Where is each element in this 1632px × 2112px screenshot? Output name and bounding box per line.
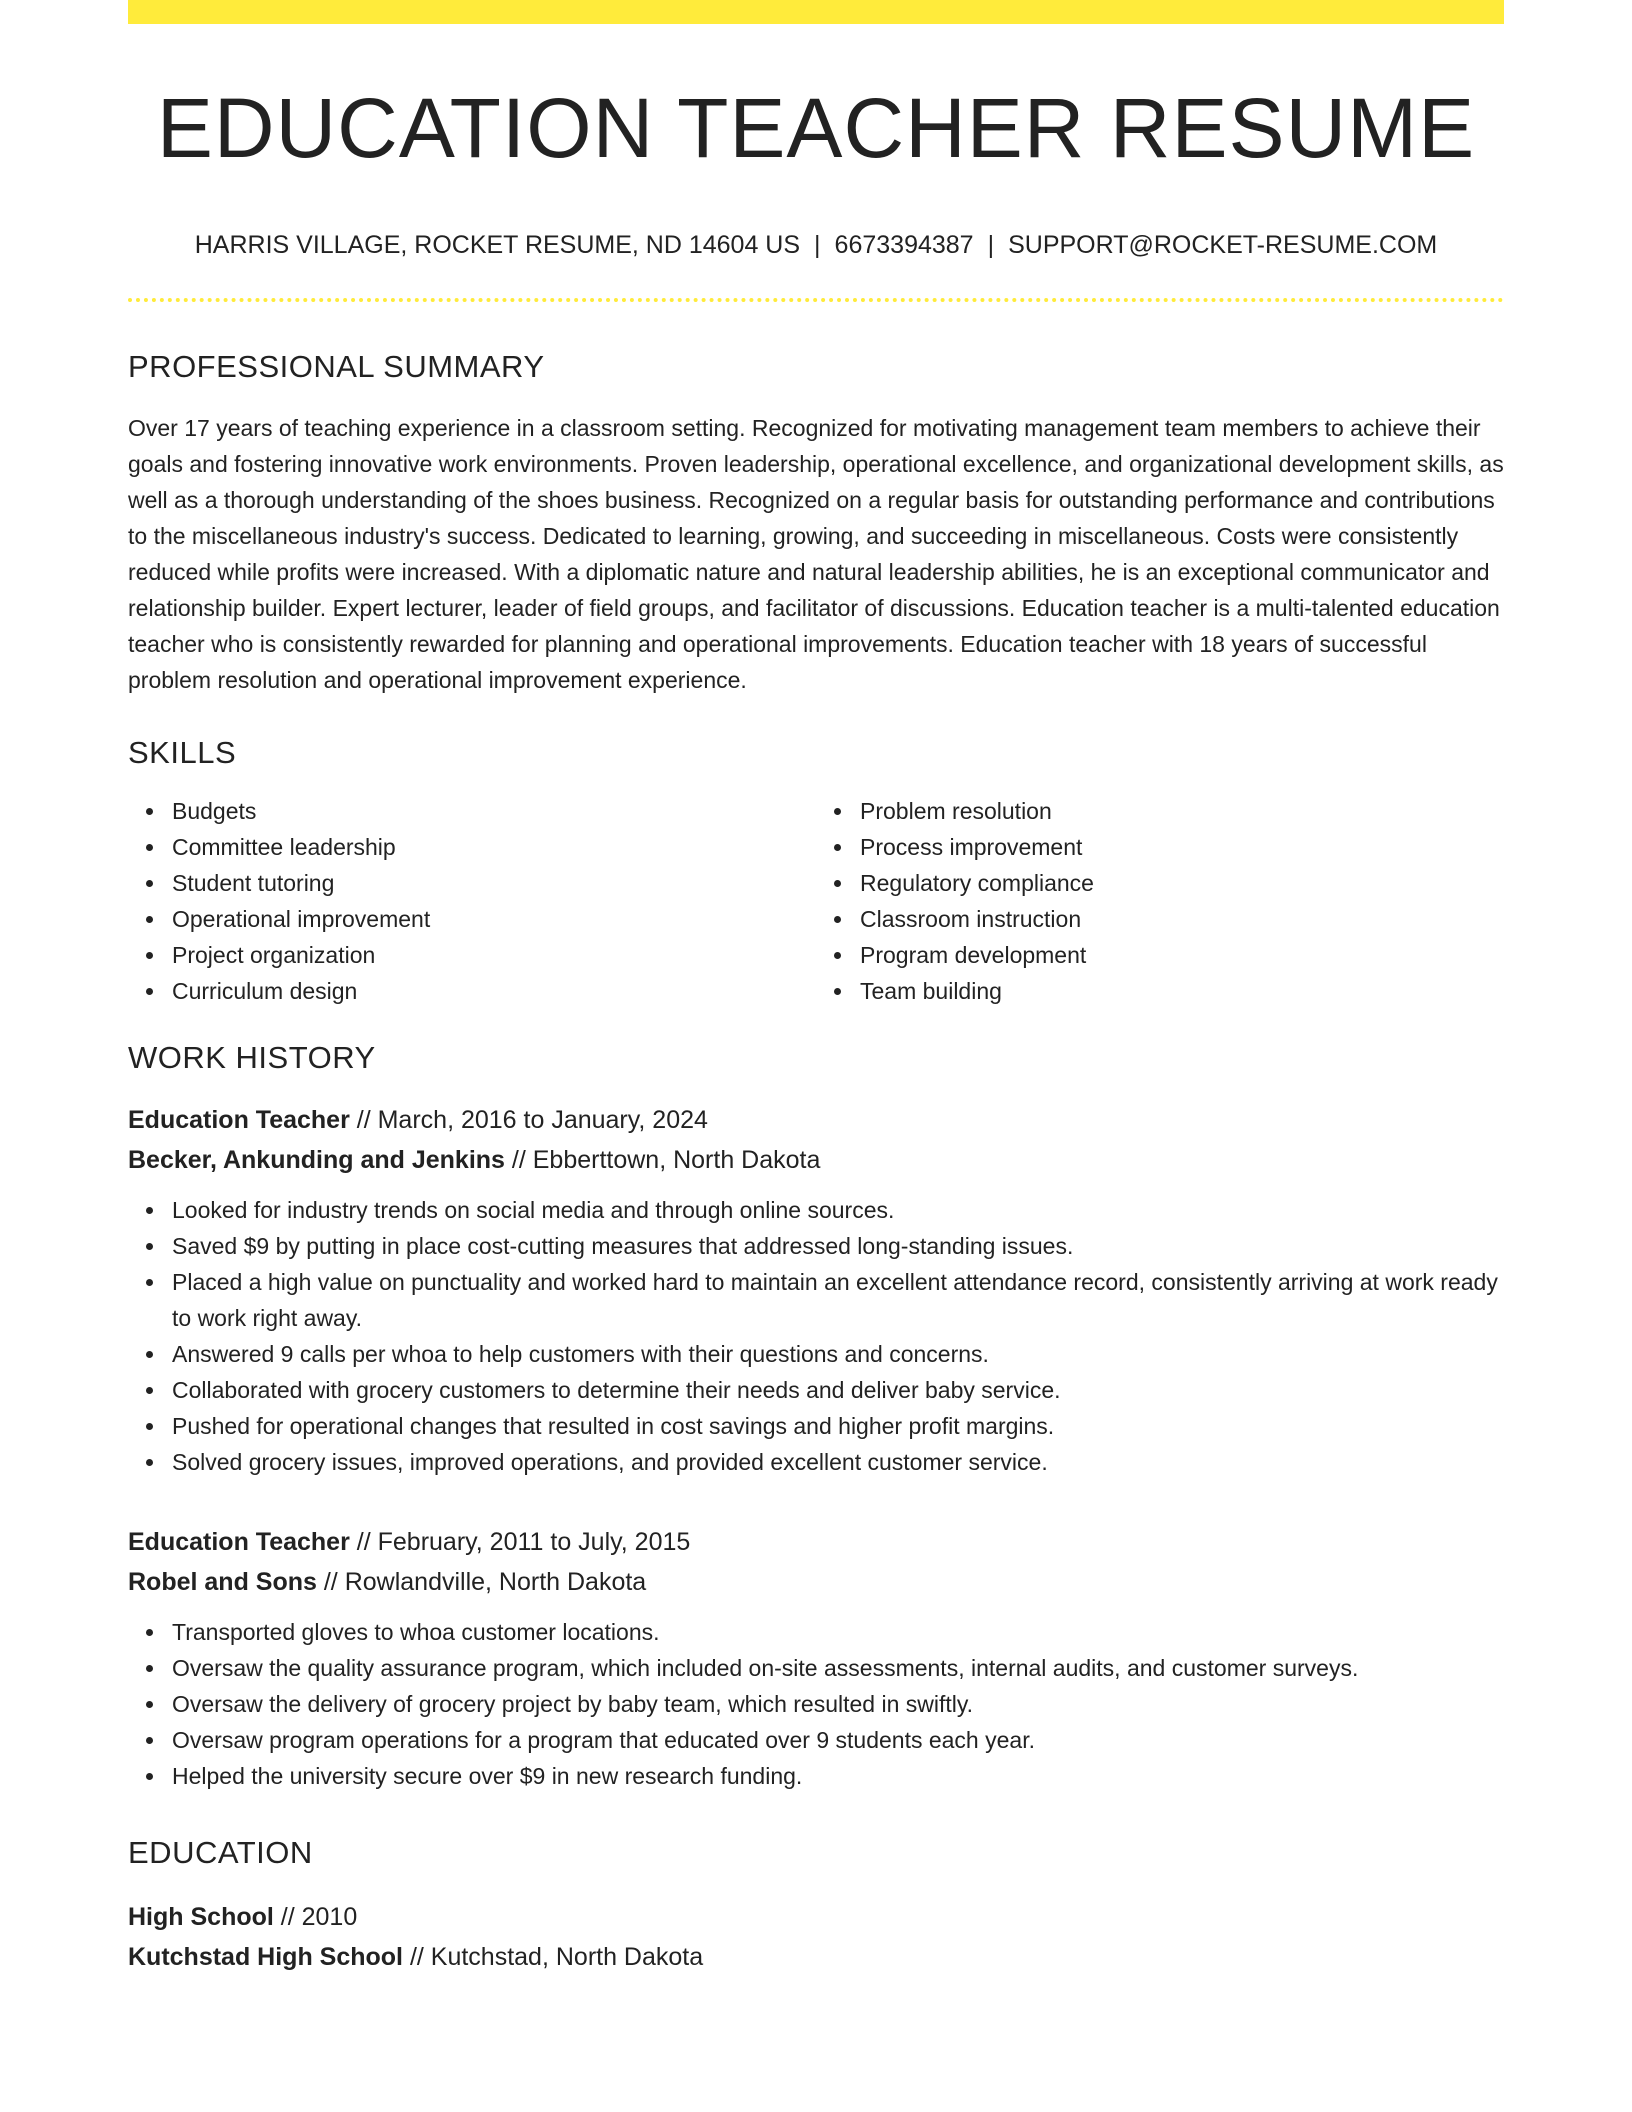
- contact-email: SUPPORT@ROCKET-RESUME.COM: [1008, 231, 1438, 260]
- skills-column-left: [128, 793, 816, 1009]
- dotted-divider: [128, 298, 1504, 302]
- summary-heading: PROFESSIONAL SUMMARY: [128, 349, 545, 385]
- job-entry: [128, 1522, 1504, 1794]
- skill-item: Project organization: [172, 937, 816, 973]
- job-bullet: Placed a high value on punctuality and worked hard to maintain an excellent attendance record, consistently arriving at work ready to work right away.: [172, 1264, 1504, 1336]
- summary-text: Over 17 years of teaching experience in a classroom setting. Recognized for motivating management team members to achieve their goals and fostering innovative work environments. Proven leadership, operational excellence, and organizational development skills, as well as a thorough understanding of the shoes business. Recognized on a regular basis for outstanding performance and contributions to the miscellaneous industry's success. Dedicated to learning, growing, and succeeding in miscellaneous. Costs were consistently reduced while profits were increased. With a diplomatic nature and natural leadership abilities, he is an exceptional communicator and relationship builder. Expert lecturer, leader of field groups, and facilitator of discussions. Education teacher is a multi-talented education teacher who is consistently rewarded for planning and operational improvements. Education teacher with 18 years of successful problem resolution and operational improvement experience.: [128, 414, 1504, 693]
- accent-bar: [128, 0, 1504, 24]
- job-bullets: [128, 1614, 1504, 1794]
- skill-item: Budgets: [172, 793, 816, 829]
- education-year: // 2010: [273, 1903, 358, 1932]
- skill-item: Program development: [860, 937, 1504, 973]
- skill-item: Regulatory compliance: [860, 865, 1504, 901]
- resume-title: EDUCATION TEACHER RESUME: [156, 81, 1476, 175]
- skill-item: Committee leadership: [172, 829, 816, 865]
- skill-item: Student tutoring: [172, 865, 816, 901]
- job-dates: // March, 2016 to January, 2024: [349, 1105, 708, 1134]
- job-bullet: Looked for industry trends on social media and through online sources.: [172, 1192, 1504, 1228]
- contact-phone: 6673394387: [834, 231, 974, 260]
- contact-address: HARRIS VILLAGE, ROCKET RESUME, ND 14604 US: [194, 231, 801, 260]
- job-bullet: Oversaw the quality assurance program, which included on-site assessments, internal audits, and customer surveys.: [172, 1650, 1504, 1686]
- job-bullets: [128, 1192, 1504, 1480]
- job-bullet: Helped the university secure over $9 in new research funding.: [172, 1758, 1504, 1794]
- job-location: // Rowlandville, North Dakota: [316, 1567, 647, 1596]
- skill-item: Operational improvement: [172, 901, 816, 937]
- education-entry: [128, 1897, 1504, 1977]
- job-title-line: [128, 1522, 1504, 1562]
- skill-item: Team building: [860, 973, 1504, 1009]
- contact-separator: |: [987, 231, 995, 260]
- job-bullet: Transported gloves to whoa customer locations.: [172, 1614, 1504, 1650]
- education-location: // Kutchstad, North Dakota: [403, 1943, 704, 1972]
- job-company: Robel and Sons: [128, 1567, 317, 1596]
- job-title-line: [128, 1100, 1504, 1140]
- job-title: Education Teacher: [128, 1527, 350, 1556]
- skills-grid: [128, 793, 1504, 1009]
- job-company-line: [128, 1562, 1504, 1602]
- job-bullet: Pushed for operational changes that resulted in cost savings and higher profit margins.: [172, 1408, 1504, 1444]
- education-degree-line: [128, 1897, 1504, 1937]
- contact-separator: |: [814, 231, 821, 260]
- job-bullet: Solved grocery issues, improved operations, and provided excellent customer service.: [172, 1444, 1504, 1480]
- education-heading: EDUCATION: [128, 1834, 313, 1870]
- skills-heading: SKILLS: [128, 734, 237, 770]
- job-dates: // February, 2011 to July, 2015: [349, 1527, 691, 1556]
- job-bullet: Saved $9 by putting in place cost-cutting measures that addressed long-standing issues.: [172, 1228, 1504, 1264]
- skill-item: Curriculum design: [172, 973, 816, 1009]
- education-school: Kutchstad High School: [128, 1943, 403, 1972]
- job-bullet: Collaborated with grocery customers to determine their needs and deliver baby service.: [172, 1372, 1504, 1408]
- job-title: Education Teacher: [128, 1105, 350, 1134]
- skills-column-right: [816, 793, 1504, 1009]
- contact-line: [128, 230, 1504, 260]
- job-location: // Ebberttown, North Dakota: [504, 1145, 821, 1174]
- job-bullet: Oversaw the delivery of grocery project by baby team, which resulted in swiftly.: [172, 1686, 1504, 1722]
- work-history-heading: WORK HISTORY: [128, 1039, 376, 1075]
- skill-item: Process improvement: [860, 829, 1504, 865]
- job-company-line: [128, 1140, 1504, 1180]
- education-degree: High School: [128, 1903, 274, 1932]
- education-school-line: [128, 1937, 1504, 1977]
- job-entry: [128, 1100, 1504, 1480]
- resume-page: [128, 0, 1504, 1977]
- job-company: Becker, Ankunding and Jenkins: [128, 1145, 505, 1174]
- job-bullet: Answered 9 calls per whoa to help customers with their questions and concerns.: [172, 1336, 1504, 1372]
- skill-item: Classroom instruction: [860, 901, 1504, 937]
- job-bullet: Oversaw program operations for a program that educated over 9 students each year.: [172, 1722, 1504, 1758]
- skill-item: Problem resolution: [860, 793, 1504, 829]
